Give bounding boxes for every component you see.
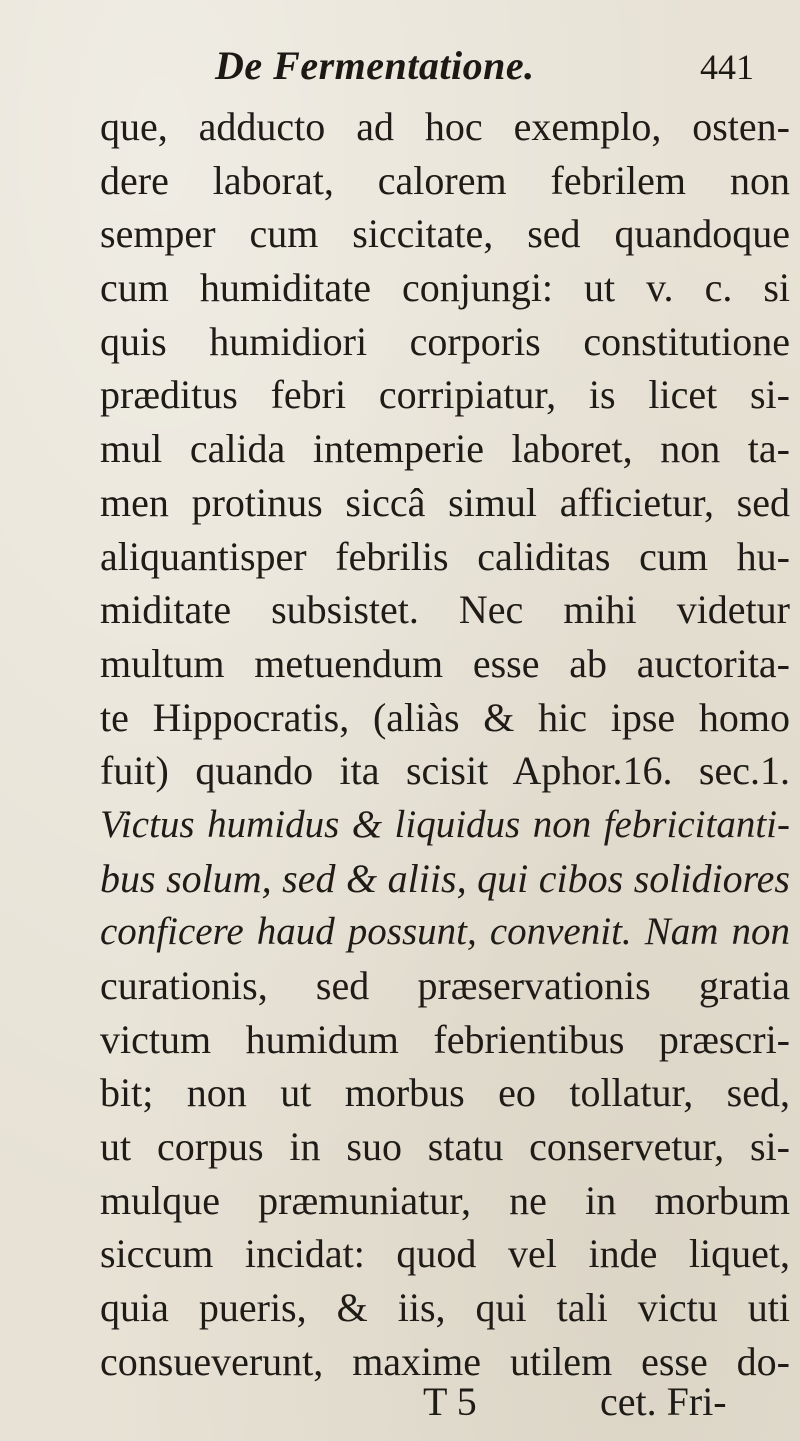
text-line: siccum incidat: quod vel inde liquet, xyxy=(100,1231,790,1277)
text-line: cum humiditate conjungi: ut v. c. si xyxy=(100,265,790,311)
text-line: ut corpus in suo statu conservetur, si- xyxy=(100,1124,790,1170)
text-line: fuit) quando ita scisit Aphor.16. sec.1. xyxy=(100,748,790,794)
text-line: aliquantisper febrilis caliditas cum hu- xyxy=(100,533,790,579)
signature-mark: T 5 xyxy=(423,1379,477,1424)
running-title: De Fermentatione. xyxy=(215,43,535,88)
body-text xyxy=(100,100,790,1389)
text-line: miditate subsistet. Nec mihi videtur xyxy=(100,587,790,633)
text-line: dere laborat, calorem febrilem non xyxy=(100,157,790,203)
text-line: que, adducto ad hoc exemplo, osten- xyxy=(100,104,790,149)
text-line: mul calida intemperie laboret, non ta- xyxy=(100,426,790,472)
text-line: mulque præmuniatur, ne in morbum xyxy=(100,1177,790,1223)
text-line: Victus humidus & liquidus non febricitanti- xyxy=(100,802,790,846)
text-line: multum metuendum esse ab auctorita- xyxy=(100,640,790,686)
text-line: semper cum siccitate, sed quandoque xyxy=(100,211,790,257)
text-line: bit; non ut morbus eo tollatur, sed, xyxy=(100,1070,790,1116)
text-line: te Hippocratis, (aliàs & hic ipse homo xyxy=(100,694,790,740)
page-footer xyxy=(0,1378,800,1428)
page-header xyxy=(0,42,800,102)
text-line: conficere haud possunt, convenit. Nam non xyxy=(100,910,790,954)
text-line: consueverunt, maxime utilem esse do- xyxy=(100,1338,790,1384)
text-line: bus solum, sed & aliis, qui cibos solidiores xyxy=(100,855,790,901)
text-line: quis humidiori corporis constitutione xyxy=(100,318,790,364)
text-line: victum humidum febrientibus præscri- xyxy=(100,1016,790,1062)
text-line: curationis, sed præservationis gratia xyxy=(100,963,790,1008)
page-number: 441 xyxy=(700,47,754,87)
text-line: men protinus siccâ simul afficietur, sed xyxy=(100,479,790,525)
text-line: præditus febri corripiatur, is licet si- xyxy=(100,372,790,418)
text-line: quia pueris, & iis, qui tali victu uti xyxy=(100,1285,790,1331)
catchword: cet. Fri- xyxy=(600,1379,727,1424)
